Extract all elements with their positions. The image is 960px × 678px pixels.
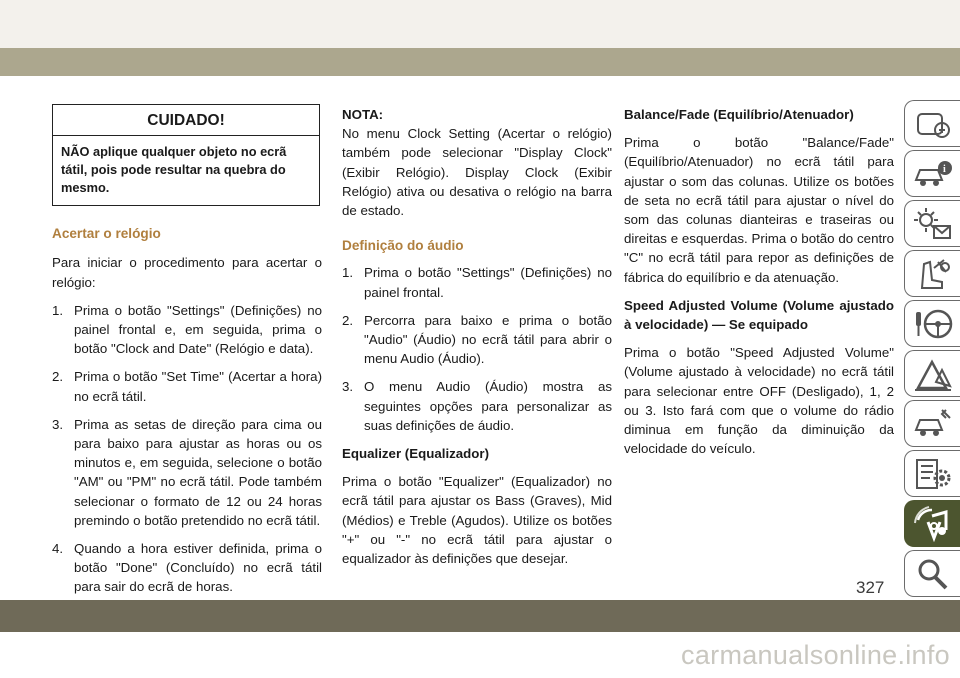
- column-2: [342, 105, 612, 577]
- note-label: NOTA:: [342, 107, 384, 122]
- tab-warning-lights[interactable]: [904, 200, 960, 247]
- page-number: 327: [856, 578, 885, 597]
- caution-box: [52, 104, 320, 206]
- list-item: 1. Prima o botão "Settings" (Definições) no painel frontal e, em seguida, prima o botão "Clock and Date" (Relógio e data).: [52, 302, 322, 357]
- header-bar: [0, 48, 960, 76]
- caution-text: NÃO aplique qualquer objeto no ecrã tátil, pois pode resultar na quebra do mesmo.: [61, 144, 287, 196]
- audio-heading: Definição do áudio: [342, 238, 464, 254]
- column-3: [624, 105, 894, 467]
- list-item: 3. Prima as setas de direção para cima ou para baixo para ajustar as horas ou os minutos e, em seguida, selecione o botão "AM" ou "PM" no ecrã tátil. Pode também selecionar o formato de 12 ou 24 horas premindo o botão pretendido no ecrã tátil.: [52, 416, 322, 528]
- tab-airbag-seat[interactable]: [904, 250, 960, 297]
- equalizer-title: Equalizer (Equalizador): [342, 446, 490, 462]
- list-item: 3. O menu Audio (Áudio) mostra as seguintes opções para personalizar as suas definições de áudio.: [342, 379, 612, 433]
- list-item: 1. Prima o botão "Settings" (Definições) no painel frontal.: [342, 265, 612, 300]
- tab-emergencies[interactable]: [904, 350, 960, 397]
- car-interior-icon: [912, 106, 954, 142]
- note-text: No menu Clock Setting (Acertar o relógio) também pode selecionar "Display Clock" (Exibir Relógio). Display Clock (Exibir Relógio) ativa ou desativa o relógio na barra de estado.: [342, 126, 612, 219]
- tab-car-interior[interactable]: [904, 100, 960, 147]
- clock-heading: Acertar o relógio: [52, 226, 161, 242]
- tab-multimedia[interactable]: [904, 500, 960, 547]
- car-service-tools-icon: [912, 406, 954, 442]
- clock-steps: [52, 301, 322, 597]
- equalizer-text: Prima o botão "Equalizer" (Equalizador) no ecrã tátil para ajustar os Bass (Graves), Mid (Médios) e Treble (Agudos). Utilize os botões "+" ou "-" no ecrã tátil para ajustar o equalizador às definições que desejar.: [342, 474, 612, 567]
- column-1: [52, 104, 322, 606]
- chapter-tabs: [900, 100, 960, 650]
- list-item: 4. Quando a hora estiver definida, prima o botão "Done" (Concluído) no ecrã tátil para sair do ecrã de horas.: [52, 541, 322, 595]
- tab-servicing[interactable]: [904, 400, 960, 447]
- watermark: carmanualsonline.info: [681, 640, 950, 670]
- steering-wheel-key-icon: [912, 306, 954, 342]
- clock-intro: Para iniciar o procedimento para acertar o relógio:: [52, 255, 322, 290]
- tab-starting-operating[interactable]: [904, 300, 960, 347]
- airbag-seat-icon: [912, 256, 954, 292]
- speed-volume-text: Prima o botão "Speed Adjusted Volume" (Volume ajustado à velocidade) no ecrã tátil para selecionar entre OFF (Desligado), 1, 2 ou 3. Isto fará com que o volume do rádio diminua em função da diminuição da velocidade do veículo.: [624, 345, 894, 457]
- list-item: 2. Prima o botão "Set Time" (Acertar a hora) no ecrã tátil.: [52, 369, 322, 404]
- svg-text:i: i: [942, 163, 946, 175]
- specifications-gear-icon: [912, 456, 954, 492]
- tab-search[interactable]: [904, 550, 960, 597]
- caution-title: CUIDADO!: [53, 105, 319, 136]
- multimedia-music-icon: [912, 506, 954, 542]
- car-info-icon: [912, 156, 954, 192]
- search-magnifier-icon: [912, 556, 954, 592]
- balance-text: Prima o botão "Balance/Fade" (Equilíbrio/Atenuador) no ecrã tátil para ajustar o som das colunas. Utilize os botões de seta no ecrã tátil para ajustar o nível do som das colunas dianteiras e traseiras ou direitas e esquerdas. Prima o botão do centro "C" no ecrã tátil para repor as definições de fábrica do equilíbrio e da atenuação.: [624, 135, 894, 285]
- tab-car-info[interactable]: [904, 150, 960, 197]
- tab-specifications[interactable]: [904, 450, 960, 497]
- list-item: 2. Percorra para baixo e prima o botão "Audio" (Áudio) no ecrã tátil para abrir o menu Audio (Áudio).: [342, 312, 612, 367]
- audio-steps: [342, 263, 612, 435]
- roadside-warning-icon: [912, 356, 954, 392]
- warning-lights-icon: [912, 206, 954, 242]
- footer-bar: [0, 600, 960, 632]
- speed-volume-title: Speed Adjusted Volume (Volume ajustado à velocidade) — Se equipado: [624, 297, 894, 333]
- balance-title: Balance/Fade (Equilíbrio/Atenuador): [624, 107, 854, 122]
